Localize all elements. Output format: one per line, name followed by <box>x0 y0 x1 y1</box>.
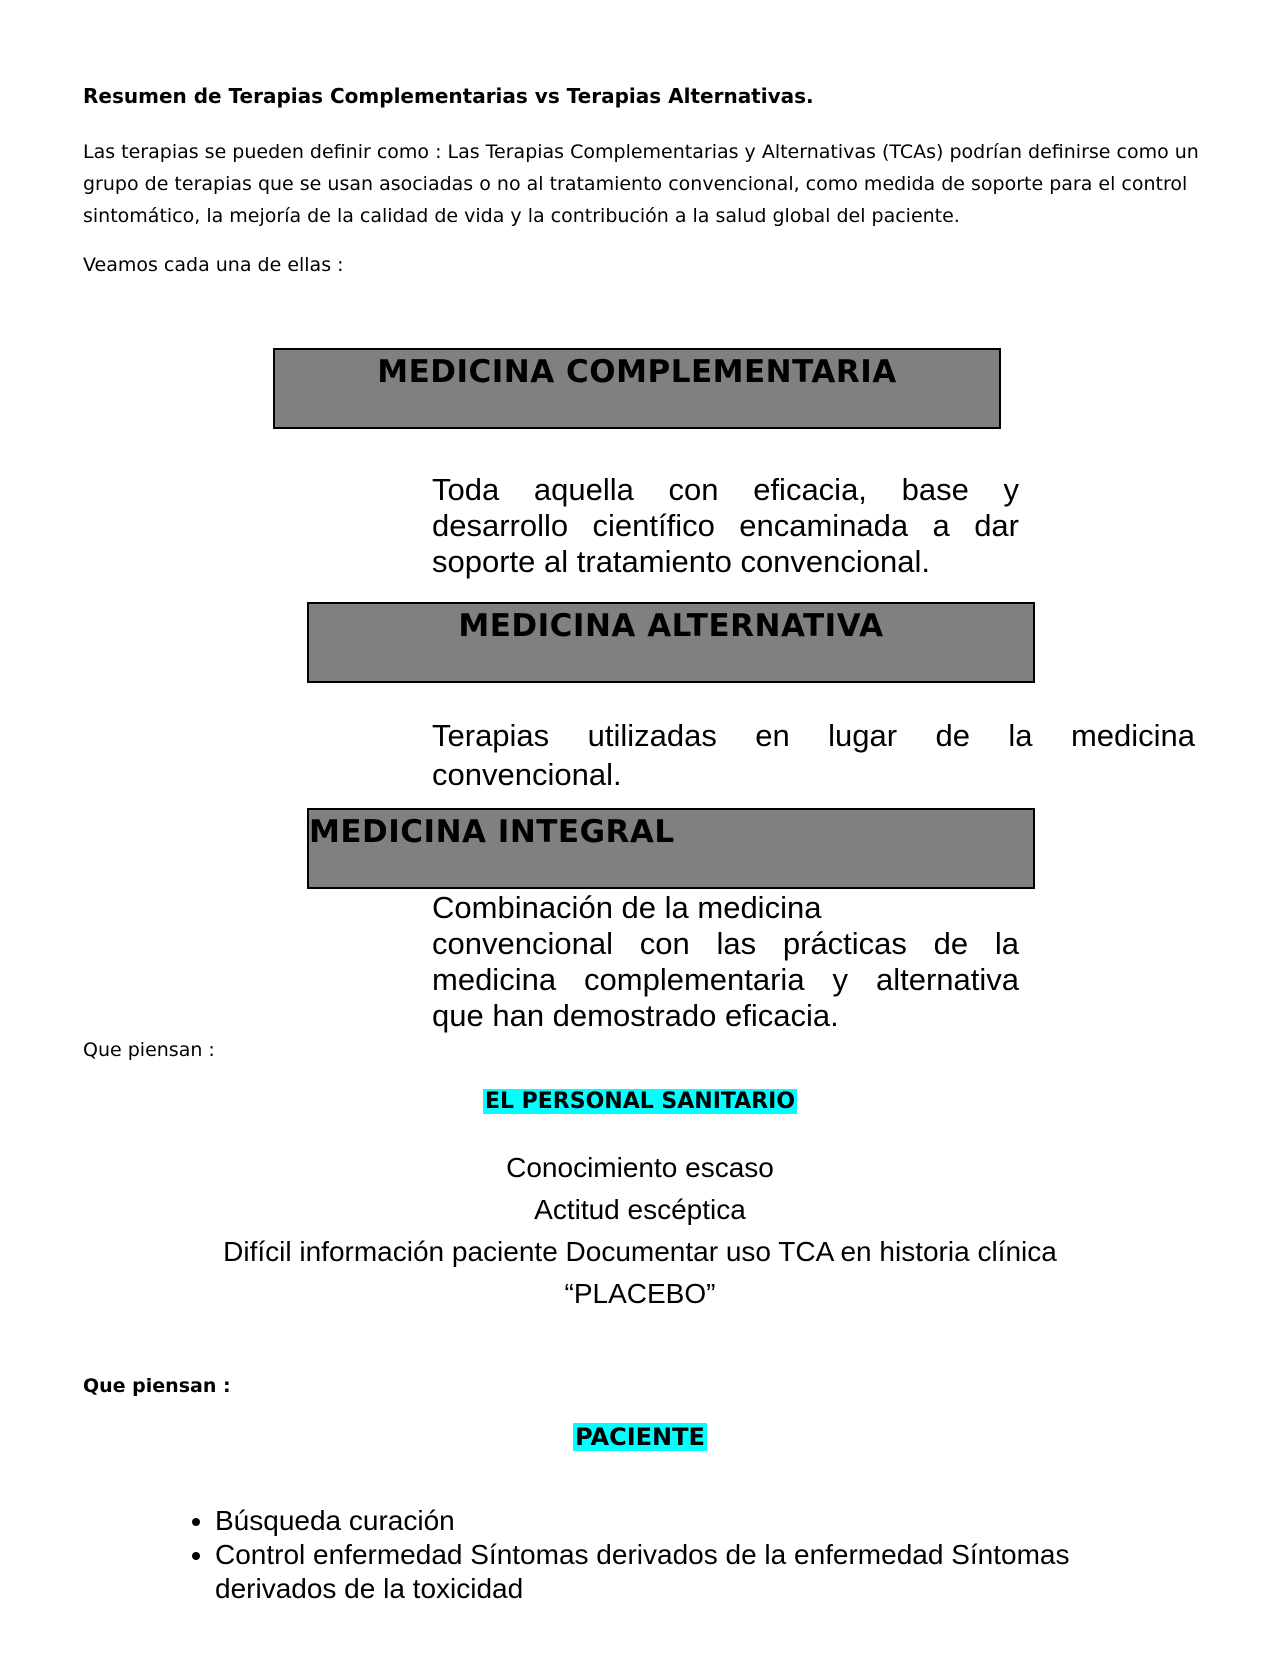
section-heading-integral: MEDICINA INTEGRAL <box>309 814 675 850</box>
section-box-alternativa <box>307 602 1035 683</box>
section-text-integral-line-2: convencional con las prácticas de la medicina complementaria y alternativa que han demostrado eficacia. <box>432 926 1019 1033</box>
staff-line: Actitud escéptica <box>534 1194 746 1225</box>
patient-bullet-list <box>175 1504 1175 1606</box>
list-item: • Búsqueda curación <box>215 1504 1175 1538</box>
patient-heading: PACIENTE <box>575 1423 705 1451</box>
staff-line: “PLACEBO” <box>564 1278 716 1309</box>
staff-line: Conocimiento escaso <box>506 1152 774 1183</box>
staff-lines <box>0 1147 1280 1315</box>
section-box-integral <box>307 808 1035 889</box>
section-heading-complementaria: MEDICINA COMPLEMENTARIA <box>377 354 897 390</box>
section-text-integral-line-1: Combinación de la medicina <box>432 890 822 925</box>
patient-question: Que piensan : <box>83 1375 231 1397</box>
intro-paragraph: Las terapias se pueden definir como : Las Terapias Complementarias y Alternativas (TCAs) podrían definirse como un grupo de terapias que se usan asociadas o no al tratamiento convencional, como medida de soporte para el control sintomático, la mejoría de la calidad de vida y la contribución a la salud global del paciente. <box>83 141 1199 227</box>
section-box-complementaria <box>273 348 1001 429</box>
section-text-integral <box>432 890 1019 1034</box>
section-text-complementaria: Toda aquella con eficacia, base y desarrollo científico encaminada a dar soporte al tratamiento convencional. <box>432 472 1019 579</box>
section-text-alternativa: Terapias utilizadas en lugar de la medicina convencional. <box>432 718 1195 792</box>
staff-heading: EL PERSONAL SANITARIO <box>484 1089 796 1114</box>
section-heading-alternativa: MEDICINA ALTERNATIVA <box>458 608 884 644</box>
lead-text: Veamos cada una de ellas : <box>83 254 344 276</box>
patient-heading-row <box>0 1423 1280 1451</box>
staff-line: Difícil información paciente Documentar uso TCA en historia clínica <box>223 1236 1057 1267</box>
list-item: • Control enfermedad Síntomas derivados de la enfermedad Síntomas derivados de la toxicidad <box>215 1538 1175 1606</box>
document-title: Resumen de Terapias Complementarias vs Terapias Alternativas. <box>83 84 814 108</box>
staff-heading-row <box>0 1089 1280 1114</box>
staff-question: Que piensan : <box>83 1039 215 1061</box>
